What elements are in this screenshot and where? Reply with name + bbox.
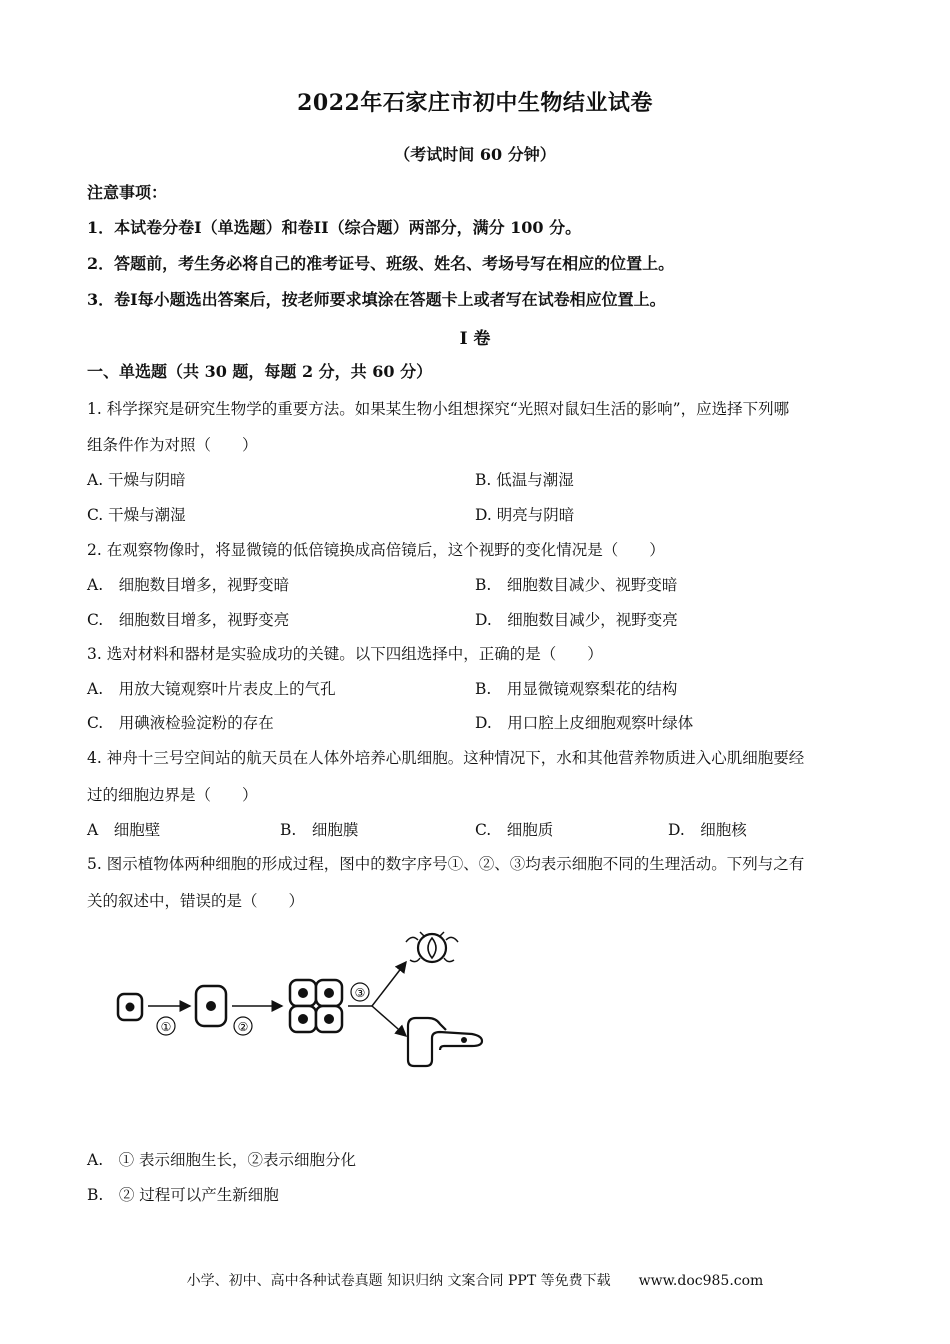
q2-option-d: D. 细胞数目减少，视野变亮 — [475, 611, 678, 629]
step-1-label: ① — [160, 1020, 172, 1034]
q5-stem-line-2: 关的叙述中，错误的是（ ） — [87, 892, 305, 910]
q3-stem: 3. 选对材料和器材是实验成功的关键。以下四组选择中，正确的是（ ） — [87, 645, 603, 663]
exam-title: 2022年石家庄市初中生物结业试卷 — [297, 90, 653, 116]
q2-option-b: B. 细胞数目减少、视野变暗 — [475, 576, 678, 594]
cell-development-diagram — [110, 920, 500, 1070]
q5-option-b: B. ② 过程可以产生新细胞 — [87, 1186, 279, 1204]
q3-option-a: A. 用放大镜观察叶片表皮上的气孔 — [87, 680, 336, 698]
step-3-label: ③ — [354, 986, 366, 1000]
q1-option-d: D. 明亮与阴暗 — [475, 506, 575, 524]
notice-item-1: 1．本试卷分卷I（单选题）和卷II（综合题）两部分，满分 100 分。 — [87, 218, 582, 237]
exam-duration: （考试时间 60 分钟） — [394, 145, 556, 164]
volume-label: I 卷 — [459, 329, 491, 349]
q2-option-a: A. 细胞数目增多，视野变暗 — [87, 576, 290, 594]
q2-stem: 2. 在观察物像时，将显微镜的低倍镜换成高倍镜后，这个视野的变化情况是（ ） — [87, 541, 665, 559]
q3-option-d: D. 用口腔上皮细胞观察叶绿体 — [475, 714, 694, 732]
step-2-label: ② — [237, 1020, 249, 1034]
q1-option-c: C. 干燥与潮湿 — [87, 506, 186, 524]
arrow-3-down — [372, 1006, 406, 1036]
q4-option-b: B. 细胞膜 — [280, 821, 359, 839]
q2-option-c: C. 细胞数目增多，视野变亮 — [87, 611, 290, 629]
q1-stem-line-2: 组条件作为对照（ ） — [87, 436, 258, 454]
grown-cell — [196, 986, 226, 1026]
q4-option-a: A 细胞壁 — [87, 821, 161, 839]
q3-option-b: B. 用显微镜观察梨花的结构 — [475, 680, 678, 698]
q4-option-c: C. 细胞质 — [475, 821, 554, 839]
q5-stem-line-1: 5. 图示植物体两种细胞的形成过程，图中的数字序号①、②、③均表示细胞不同的生理活动。下列与之有 — [87, 855, 805, 873]
q4-option-d: D. 细胞核 — [668, 821, 747, 839]
q1-option-b: B. 低温与潮湿 — [475, 471, 574, 489]
section-heading: 一、单选题（共 30 题，每题 2 分，共 60 分） — [87, 362, 433, 381]
notice-item-2: 2．答题前，考生务必将自己的准考证号、班级、姓名、考场号写在相应的位置上。 — [87, 254, 675, 273]
page-footer: 小学、初中、高中各种试卷真题 知识归纳 文案合同 PPT 等免费下载 www.doc985.com — [186, 1273, 764, 1289]
notice-heading: 注意事项： — [87, 183, 168, 202]
divided-cells — [290, 980, 342, 1032]
stoma-cell — [406, 932, 458, 962]
q1-stem-line-1: 1. 科学探究是研究生物学的重要方法。如果某生物小组想探究“光照对鼠妇生活的影响”，应选择下列哪 — [87, 400, 790, 418]
arrow-3-up — [372, 962, 406, 1006]
q3-option-c: C. 用碘液检验淀粉的存在 — [87, 714, 274, 732]
notice-item-3: 3．卷I每小题选出答案后，按老师要求填涂在答题卡上或者写在试卷相应位置上。 — [87, 290, 666, 309]
q4-stem-line-1: 4. 神舟十三号空间站的航天员在人体外培养心肌细胞。这种情况下，水和其他营养物质进入心肌细胞要经 — [87, 749, 805, 767]
q4-stem-line-2: 过的细胞边界是（ ） — [87, 786, 258, 804]
q5-option-a: A. ① 表示细胞生长，②表示细胞分化 — [87, 1151, 357, 1169]
small-cell — [118, 994, 142, 1020]
root-hair-cell — [408, 1018, 482, 1066]
q1-option-a: A. 干燥与阴暗 — [87, 471, 186, 489]
